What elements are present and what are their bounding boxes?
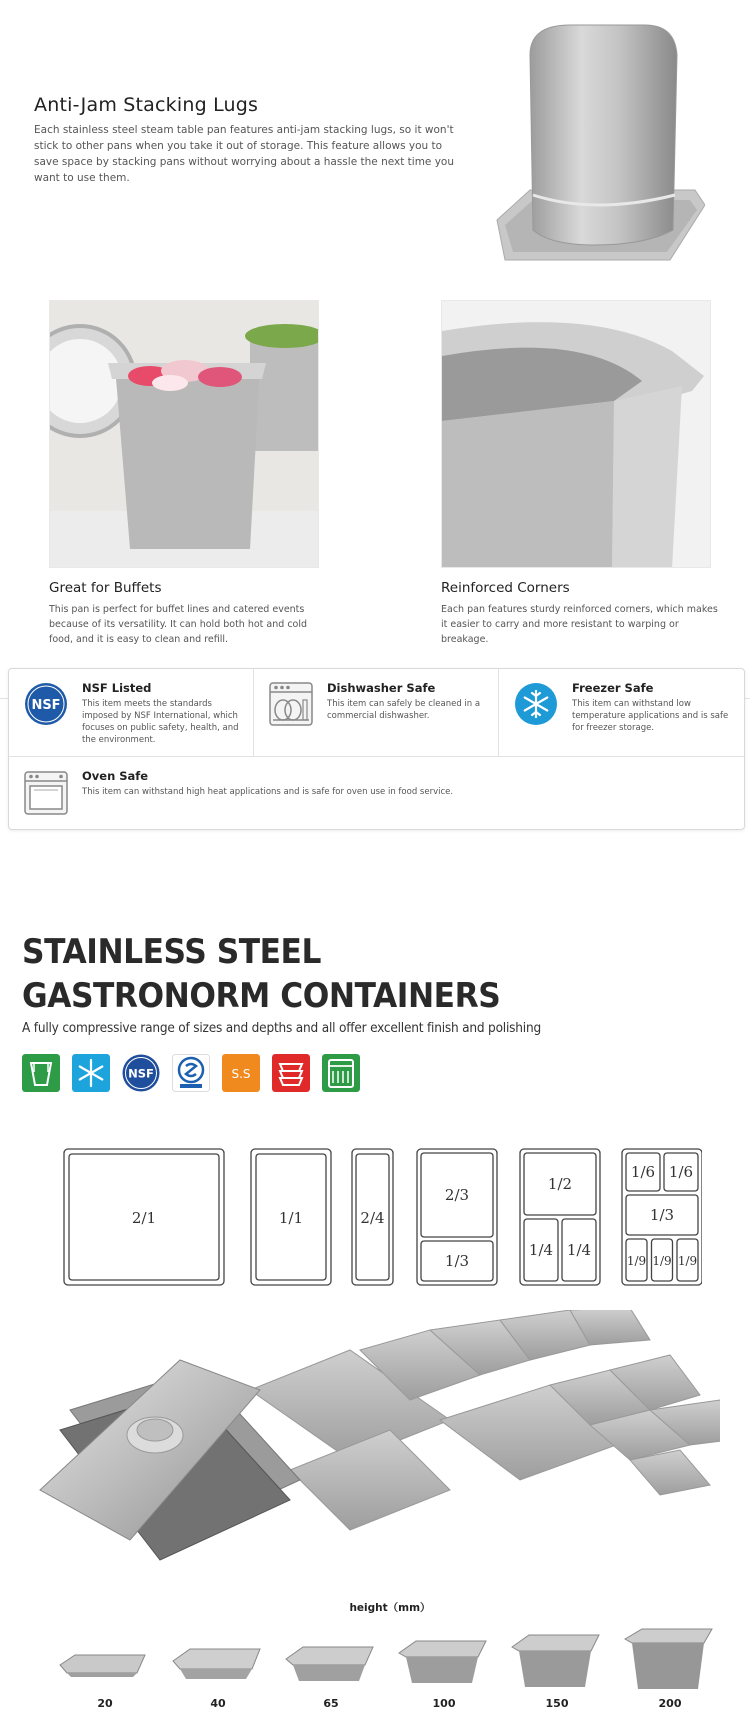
container-range-photo [30,1310,720,1600]
dishwasher-badge-icon [322,1054,360,1092]
size-label: 1/6 [668,1163,694,1181]
dishwasher-icon [269,682,313,726]
features-row [9,669,744,757]
depth-value: 20 [97,1697,113,1710]
size-label: 1/9 [677,1254,698,1268]
pan-200mm-image [620,1625,720,1695]
feature-title: Oven Safe [82,769,149,783]
corners-description: Each pan features sturdy reinforced corners, which makes it easier to carry and more resistant to warping or breakage. [441,604,718,645]
food-safe-icon [22,1054,60,1092]
size-label: 1/3 [444,1252,470,1270]
nsf-badge-icon [122,1054,160,1092]
pan-150mm-image [507,1625,607,1695]
size-label: 1/4 [528,1241,554,1259]
depth-value: 200 [658,1697,682,1710]
corners-title: Reinforced Corners [441,580,570,596]
nsf-badge-label: NSF [128,1066,154,1081]
feature-freezer [499,669,744,757]
snowflake-icon [514,682,558,726]
gastronorm-title [22,930,500,1018]
depth-item [55,1625,155,1720]
depth-value: 40 [210,1697,226,1710]
nsf-badge-text: NSF [31,698,61,713]
feature-description: This item can safely be cleaned in a commercial dishwasher. [327,699,481,721]
gastronorm-subtitle: A fully compressive range of sizes and depths and all offer excellent finish and polishing [22,1020,541,1036]
size-label: 2/3 [444,1186,470,1204]
size-label: 1/9 [652,1254,672,1268]
size-label: 1/6 [630,1163,656,1181]
size-label: 2/1 [131,1209,157,1227]
height-label: height（mm） [349,1602,431,1614]
size-label: 2/4 [360,1209,385,1227]
depth-row [55,1625,720,1720]
size-label: 1/2 [547,1175,573,1193]
pan-65mm-image [281,1625,381,1695]
tall-pan-image [495,20,705,265]
features-panel [8,668,745,830]
title-line-1: STAINLESS STEEL [22,932,321,972]
feature-title: Dishwasher Safe [327,681,436,695]
size-label: 1/4 [566,1241,592,1259]
pan-40mm-image [168,1625,268,1695]
stackable-icon [272,1054,310,1092]
depth-value: 150 [545,1697,569,1710]
depth-item [168,1625,268,1720]
feature-description: This item can withstand high heat applications and is safe for oven use in food service. [82,787,454,797]
depth-item [394,1625,494,1720]
feature-oven [9,757,744,829]
oven-icon [24,771,68,815]
feature-title: Freezer Safe [572,681,654,695]
depth-item [507,1625,607,1720]
anti-jam-description: Each stainless steel steam table pan features anti-jam stacking lugs, so it won't stick to other pans when you take it out of storage. This feature allows you to save space by stacking pans without worrying about a hassle the next time you want to use them. [34,124,455,184]
anti-jam-title: Anti-Jam Stacking Lugs [34,94,259,116]
certification-badges [22,1054,360,1092]
size-label: 1/9 [626,1254,647,1268]
title-line-2: GASTRONORM CONTAINERS [22,976,501,1016]
feature-description: This item meets the standards imposed by NSF International, which focuses on public safety, health, and the environment. [82,699,239,745]
reinforced-corner-photo [441,300,711,568]
depth-item [620,1625,720,1720]
size-label: 1/1 [278,1209,304,1227]
ss-badge-label: S.S [231,1067,251,1081]
feature-title: NSF Listed [82,681,152,695]
quality-mark-icon [172,1054,210,1092]
size-diagram [62,1147,702,1287]
depth-value: 100 [432,1697,456,1710]
feature-dishwasher [254,669,499,757]
buffets-description: This pan is perfect for buffet lines and catered events because of its versatility. It can hold both hot and cold food, and it is easy to clean and refill. [49,604,308,645]
stainless-steel-icon [222,1054,260,1092]
feature-nsf [9,669,254,757]
size-label: 1/3 [649,1206,675,1224]
feature-description: This item can withstand low temperature applications and is safe for freezer storage. [572,699,729,733]
buffet-photo [49,300,319,568]
nsf-icon [24,682,68,726]
freezer-icon [72,1054,110,1092]
pan-100mm-image [394,1625,494,1695]
pan-20mm-image [55,1625,155,1695]
depth-item [281,1625,381,1720]
buffets-title: Great for Buffets [49,580,162,596]
depth-value: 65 [323,1697,339,1710]
